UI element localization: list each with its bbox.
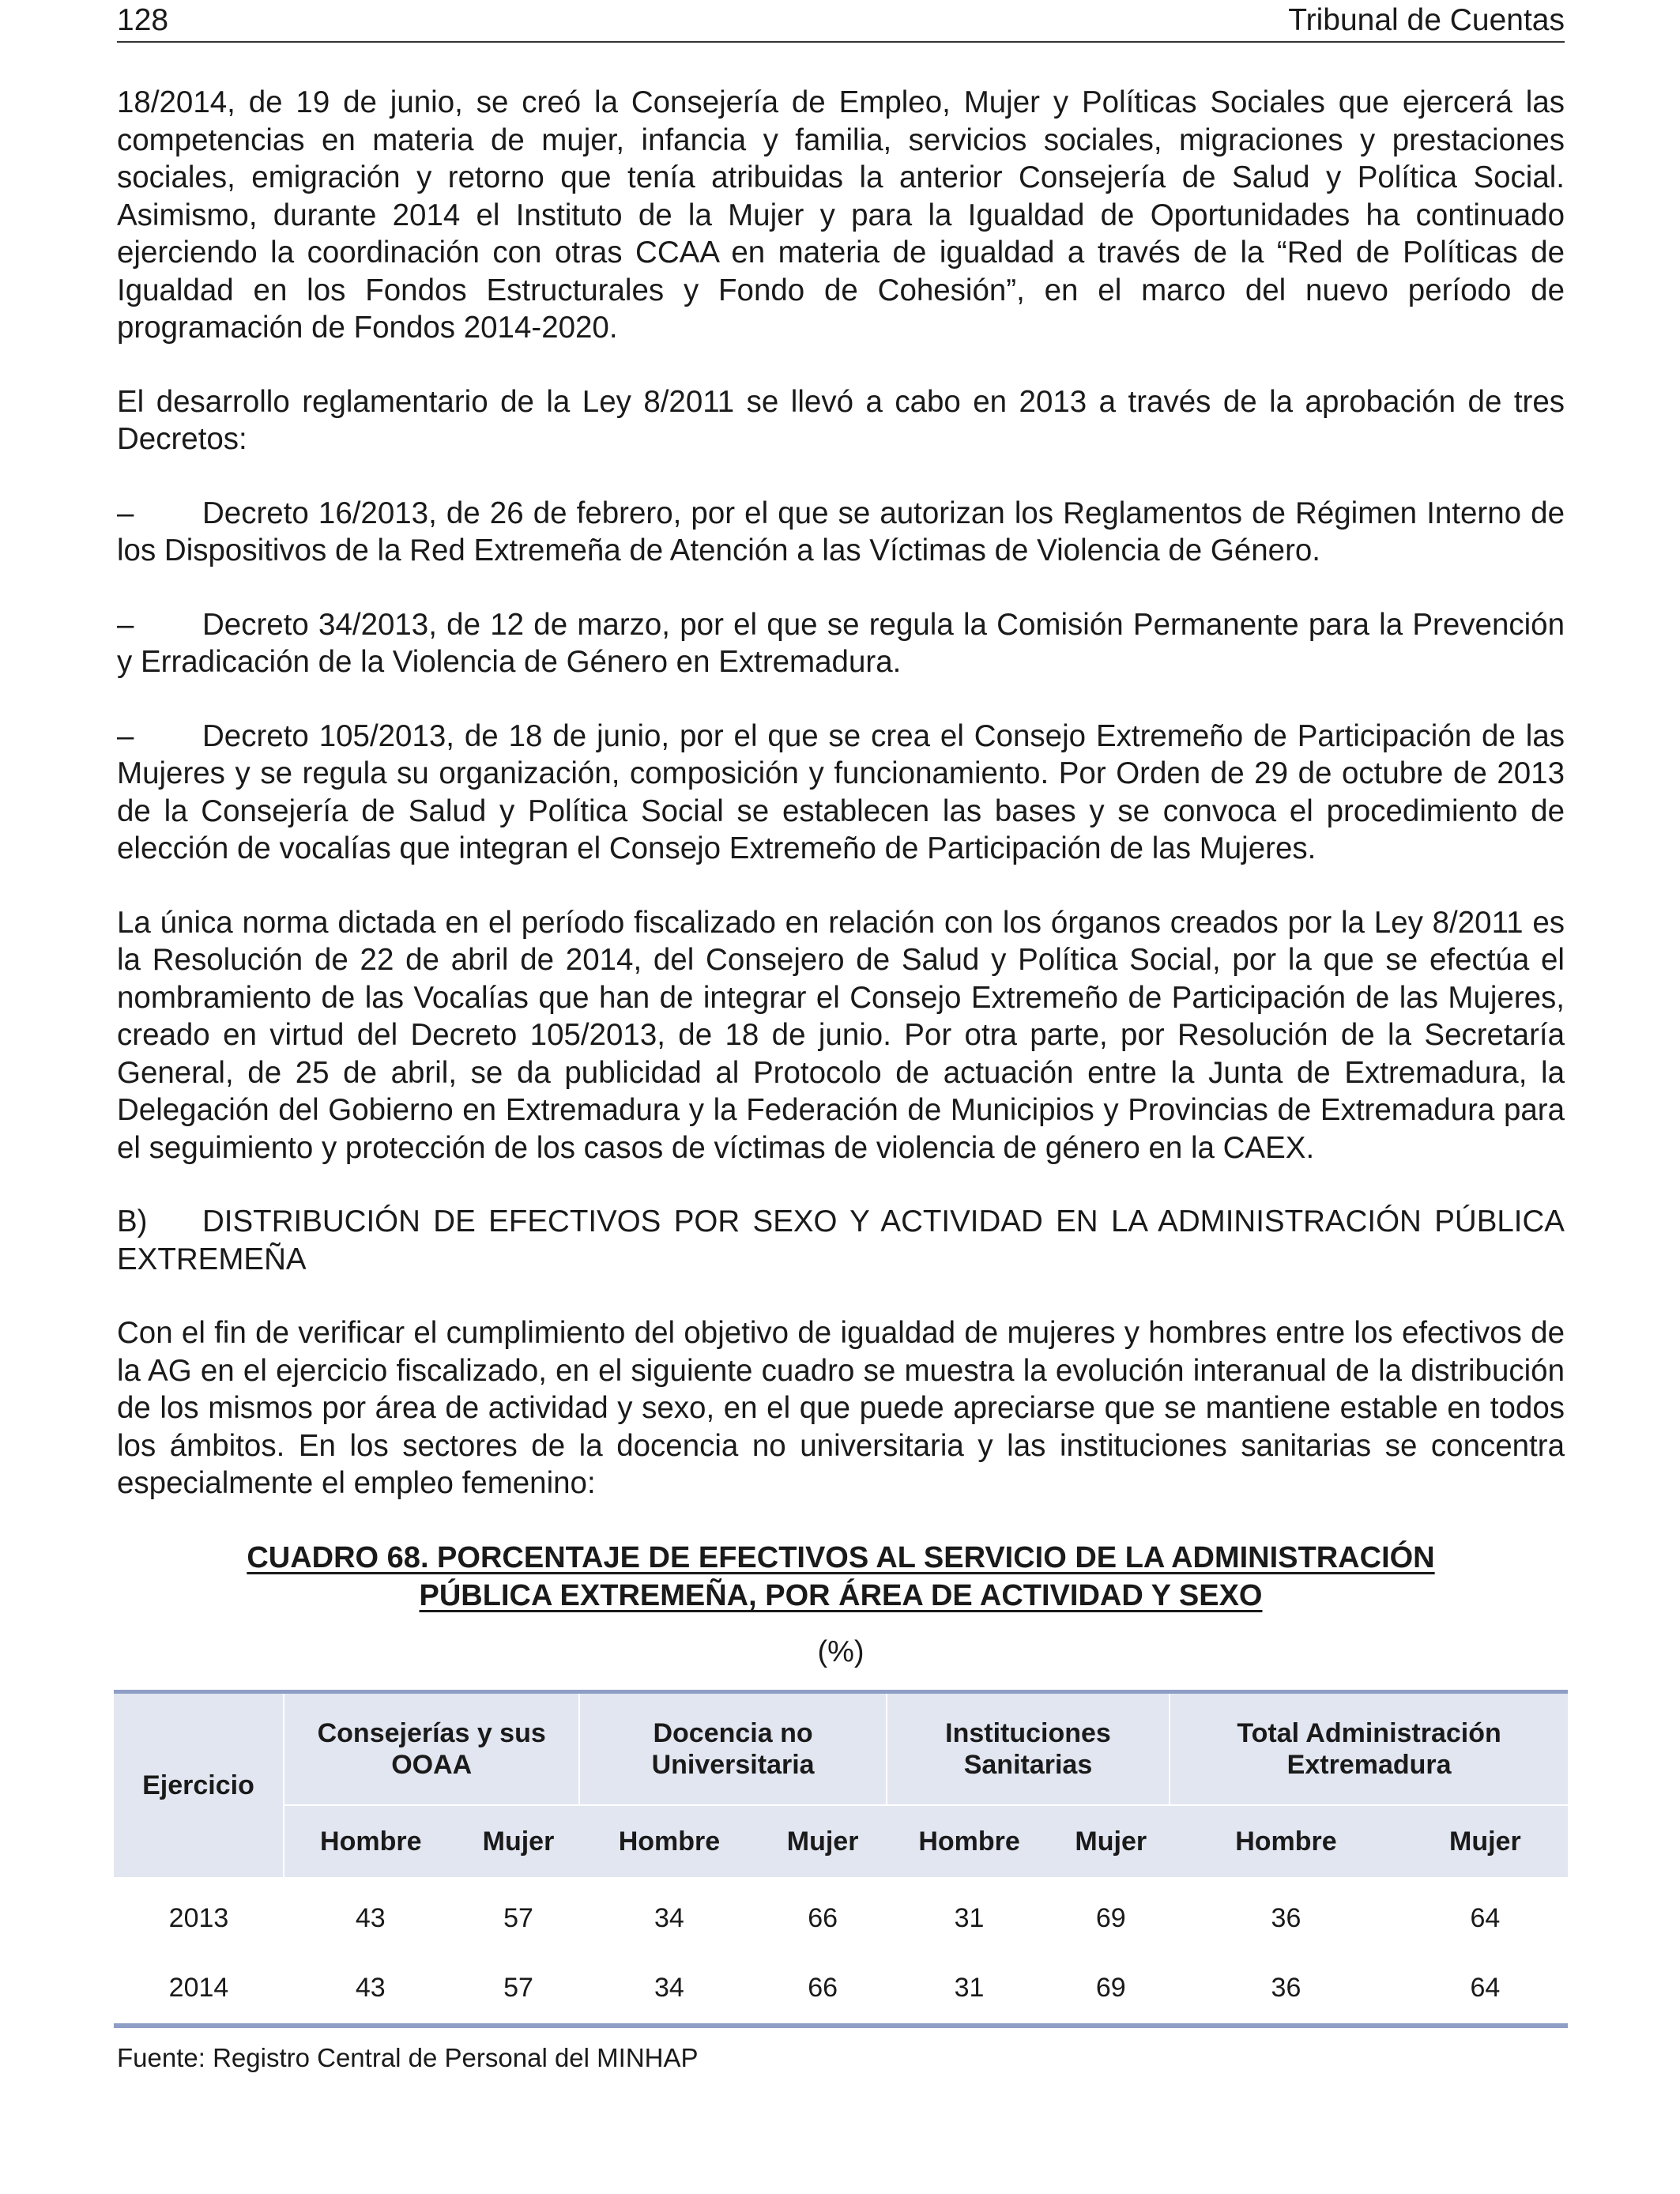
decree-text: Decreto 105/2013, de 18 de junio, por el que se crea el Consejo Extremeño de Participación de las Mujeres y se regula su organización, composición y funcionamiento. Por Orden de 29 de octubre de 2013 de la Consejería de Salud y Política Social se establecen las bases y se convoca el procedimiento de elección de vocalías que integran el Consejo Extremeño de Participación de las Mujeres.: [117, 718, 1565, 865]
cell-value: 69: [1095, 1903, 1126, 1934]
cell-value: 66: [808, 1903, 838, 1934]
column-group-docencia: Docencia no Universitaria: [579, 1692, 886, 1806]
paragraph: Con el fin de verificar el cumplimiento del objetivo de igualdad de mujeres y hombres entre los efectivos de la AG en el ejercicio fiscalizado, en el siguiente cuadro se muestra la evolución interanual de la distribución de los mismos por área de actividad y sexo, en el que puede apreciarse que se mantiene estable en todos los ámbitos. En los sectores de la docencia no universitaria y las instituciones sanitarias se concentra especialmente el empleo femenino:: [117, 1316, 1565, 1500]
running-title: Tribunal de Cuentas: [1288, 3, 1565, 37]
column-group-total: Total Administración Extremadura: [1170, 1692, 1568, 1806]
data-table: [114, 1690, 1568, 2028]
cell-year: 2014: [114, 1954, 284, 2026]
table-row: [114, 1954, 1568, 2026]
cell-value: 64: [1403, 1954, 1568, 2026]
column-header-year: Ejercicio: [114, 1692, 284, 1878]
cell-value: 69: [1052, 1954, 1170, 2026]
column-group-sanitarias: Instituciones Sanitarias: [887, 1692, 1170, 1806]
column-header-hombre: Hombre: [887, 1805, 1053, 1877]
cell-year: 2013: [168, 1903, 229, 1934]
table-title-line: CUADRO 68. PORCENTAJE DE EFECTIVOS AL SERVICIO DE LA ADMINISTRACIÓN: [247, 1540, 1435, 1574]
column-header-hombre: Hombre: [579, 1805, 759, 1877]
table-row: [114, 1877, 1568, 1954]
dash-bullet: –: [117, 496, 134, 530]
cell-value: 64: [1470, 1903, 1501, 1934]
column-header-hombre: Hombre: [1170, 1805, 1403, 1877]
cell-value: 57: [458, 1954, 580, 2026]
cell-value: 34: [579, 1954, 759, 2026]
decree-item: [117, 718, 1565, 868]
paragraph: El desarrollo reglamentario de la Ley 8/2011 se llevó a cabo en 2013 a través de la aprobación de tres Decretos:: [117, 384, 1565, 456]
decree-text: Decreto 34/2013, de 12 de marzo, por el que se regula la Comisión Permanente para la Prevención y Erradicación de la Violencia de Género en Extremadura.: [117, 607, 1565, 679]
table-title-line: PÚBLICA EXTREMEÑA, POR ÁREA DE ACTIVIDAD Y SEXO: [419, 1578, 1263, 1612]
decree-item: [117, 495, 1565, 570]
table-units: (%): [817, 1634, 864, 1668]
page-header: [117, 0, 1565, 43]
section-title-text: DISTRIBUCIÓN DE EFECTIVOS POR SEXO Y ACTIVIDAD EN LA ADMINISTRACIÓN PÚBLICA EXTREMEÑA: [117, 1204, 1565, 1276]
dash-bullet: –: [117, 718, 134, 753]
paragraph: La única norma dictada en el período fiscalizado en relación con los órganos creados por la Ley 8/2011 es la Resolución de 22 de abril de 2014, del Consejero de Salud y Política Social, por la que se efectúa el nombramiento de las Vocalías que han de integrar el Consejo Extremeño de Participación de las Mujeres, creado en virtud del Decreto 105/2013, de 18 de junio. Por otra parte, por Resolución de la Secretaría General, de 25 de abril, se da publicidad al Protocolo de actuación entre la Junta de Extremadura, la Delegación del Gobierno en Extremadura y la Federación de Municipios y Provincias de Extremadura para el seguimiento y protección de los casos de víctimas de violencia de género en la CAEX.: [117, 905, 1565, 1165]
dash-bullet: –: [117, 607, 134, 642]
cell-value: 36: [1271, 1903, 1301, 1934]
cell-value: 31: [887, 1954, 1053, 2026]
column-group-consejerias: Consejerías y sus OOAA: [284, 1692, 579, 1806]
column-header-mujer: Mujer: [458, 1805, 580, 1877]
decree-text: Decreto 16/2013, de 26 de febrero, por el que se autorizan los Reglamentos de Régimen Interno de los Dispositivos de la Red Extremeña de Atención a las Víctimas de Violencia de Género.: [117, 496, 1565, 567]
table-title: [117, 1539, 1565, 1615]
section-letter: B): [117, 1204, 148, 1238]
table-source: Fuente: Registro Central de Personal del MINHAP: [117, 2043, 699, 2072]
column-header-mujer: Mujer: [1403, 1805, 1568, 1877]
column-header-mujer: Mujer: [759, 1805, 886, 1877]
cell-value: 36: [1170, 1954, 1403, 2026]
cell-value: 43: [355, 1903, 386, 1934]
cell-value: 57: [503, 1903, 533, 1934]
page-number: 128: [117, 3, 169, 37]
body-text: [117, 84, 1565, 2077]
cell-value: 66: [759, 1954, 886, 2026]
paragraph: 18/2014, de 19 de junio, se creó la Consejería de Empleo, Mujer y Políticas Sociales que ejercerá las competencias en materia de mujer, infancia y familia, servicios sociales, migraciones y prestaciones sociales, emigración y retorno que tenía atribuidas la anterior Consejería de Salud y Política Social. Asimismo, durante 2014 el Instituto de la Mujer y para la Igualdad de Oportunidades ha continuado ejerciendo la coordinación con otras CCAA en materia de igualdad a través de la “Red de Políticas de Igualdad en los Fondos Estructurales y Fondo de Cohesión”, en el marco del nuevo período de programación de Fondos 2014-2020.: [117, 85, 1565, 345]
cell-value: 31: [954, 1903, 985, 1934]
column-header-hombre: Hombre: [284, 1805, 458, 1877]
column-header-mujer: Mujer: [1052, 1805, 1170, 1877]
section-heading: [117, 1203, 1565, 1278]
decree-item: [117, 606, 1565, 681]
cell-value: 43: [284, 1954, 458, 2026]
cell-value: 34: [654, 1903, 684, 1934]
